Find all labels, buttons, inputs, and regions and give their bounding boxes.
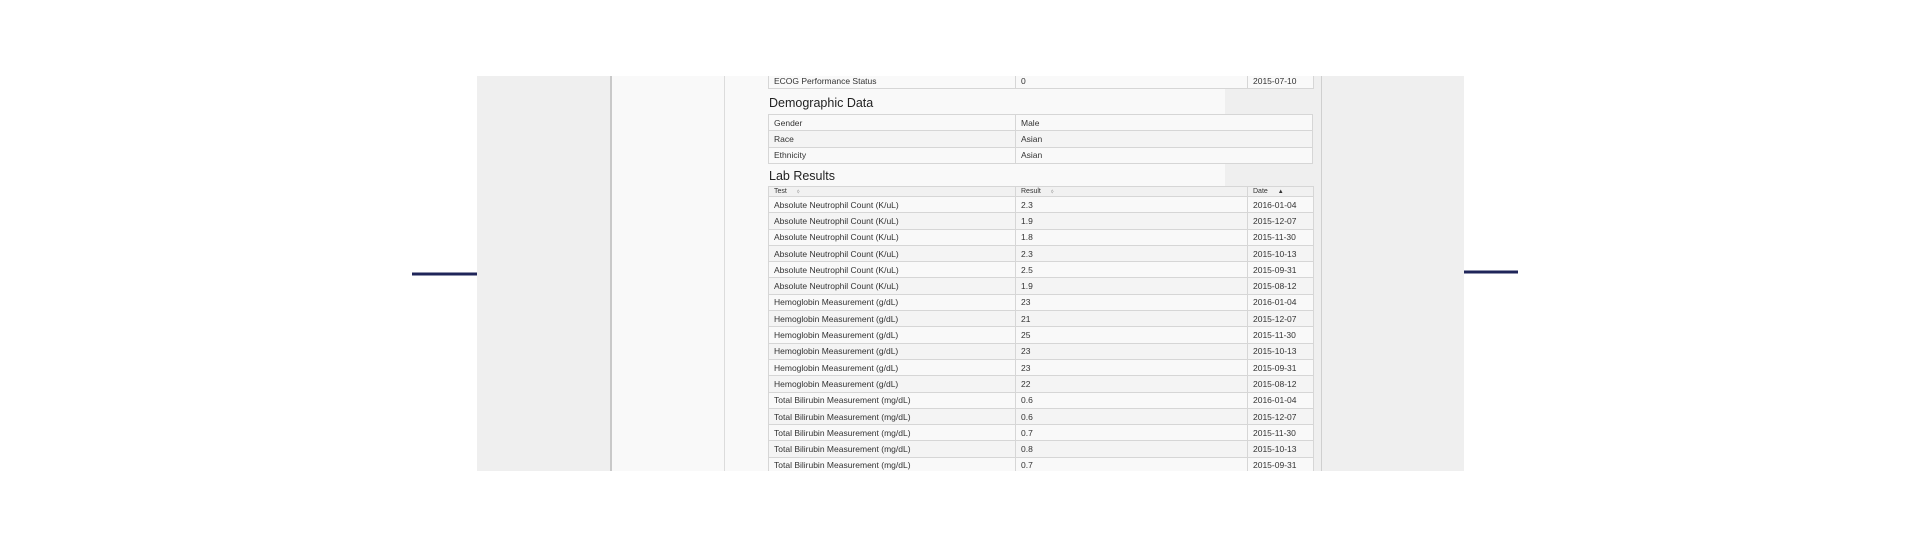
performance-date: 2015-07-10: [1248, 76, 1314, 89]
performance-value: 0: [1016, 76, 1248, 89]
lab-test-cell: Total Bilirubin Measurement (mg/dL): [769, 425, 1016, 441]
lab-results-body: [769, 197, 1314, 472]
right-panel: [1321, 76, 1464, 471]
lab-result-cell: 0.8: [1016, 441, 1248, 457]
lab-result-cell: 0.7: [1016, 457, 1248, 471]
column-header-label: Result: [1021, 187, 1041, 195]
sort-ascending-icon: ▲: [1277, 189, 1284, 195]
lab-result-cell: 25: [1016, 327, 1248, 343]
demographics-table: [768, 114, 1313, 164]
lab-result-cell: 1.9: [1016, 278, 1248, 294]
lab-date-cell: 2015-08-12: [1248, 376, 1314, 392]
demographic-label: Race: [769, 131, 1016, 147]
lab-date-cell: 2015-12-07: [1248, 213, 1314, 229]
lab-date-cell: 2015-09-31: [1248, 262, 1314, 278]
column-header-label: Test: [774, 187, 787, 195]
lab-test-cell: Absolute Neutrophil Count (K/uL): [769, 262, 1016, 278]
lab-test-cell: Hemoglobin Measurement (g/dL): [769, 294, 1016, 310]
app-screen: [477, 76, 1464, 471]
lab-date-cell: 2015-12-07: [1248, 408, 1314, 424]
lab-result-cell: 2.3: [1016, 197, 1248, 213]
left-panel: [477, 76, 612, 471]
lab-results-table: [768, 186, 1314, 471]
demographic-value: Male: [1016, 115, 1313, 131]
table-row: [769, 343, 1314, 359]
table-row: [769, 441, 1314, 457]
table-row: [769, 425, 1314, 441]
table-row: [769, 311, 1314, 327]
lab-test-cell: Absolute Neutrophil Count (K/uL): [769, 278, 1016, 294]
lab-date-cell: 2015-12-07: [1248, 311, 1314, 327]
table-row: [769, 262, 1314, 278]
lab-result-cell: 22: [1016, 376, 1248, 392]
lab-date-cell: 2015-11-30: [1248, 425, 1314, 441]
lab-date-cell: 2015-11-30: [1248, 229, 1314, 245]
lab-test-cell: Absolute Neutrophil Count (K/uL): [769, 229, 1016, 245]
table-row: [769, 392, 1314, 408]
lab-test-cell: Total Bilirubin Measurement (mg/dL): [769, 457, 1016, 471]
table-row: [769, 197, 1314, 213]
lab-test-cell: Absolute Neutrophil Count (K/uL): [769, 245, 1016, 261]
demographic-value: Asian: [1016, 147, 1313, 163]
demographic-label: Gender: [769, 115, 1016, 131]
lab-test-cell: Hemoglobin Measurement (g/dL): [769, 311, 1016, 327]
lab-result-cell: 0.6: [1016, 392, 1248, 408]
lab-date-cell: 2015-09-31: [1248, 457, 1314, 471]
lab-result-cell: 1.9: [1016, 213, 1248, 229]
lab-date-cell: 2015-10-13: [1248, 245, 1314, 261]
lab-test-cell: Total Bilirubin Measurement (mg/dL): [769, 441, 1016, 457]
table-row: [769, 457, 1314, 471]
table-row: [769, 376, 1314, 392]
table-row: [769, 131, 1313, 147]
lab-result-cell: 23: [1016, 343, 1248, 359]
lab-date-cell: 2016-01-04: [1248, 197, 1314, 213]
lab-date-cell: 2016-01-04: [1248, 392, 1314, 408]
lab-result-cell: 23: [1016, 294, 1248, 310]
lab-date-cell: 2015-10-13: [1248, 441, 1314, 457]
table-row: [769, 245, 1314, 261]
lab-date-cell: 2015-10-13: [1248, 343, 1314, 359]
table-row: [769, 359, 1314, 375]
column-header-date[interactable]: [1248, 187, 1314, 197]
lab-date-cell: 2016-01-04: [1248, 294, 1314, 310]
table-row: [769, 327, 1314, 343]
lab-test-cell: Total Bilirubin Measurement (mg/dL): [769, 392, 1016, 408]
lab-test-cell: Absolute Neutrophil Count (K/uL): [769, 197, 1016, 213]
lab-test-cell: Hemoglobin Measurement (g/dL): [769, 343, 1016, 359]
table-row: [769, 213, 1314, 229]
lab-test-cell: Total Bilirubin Measurement (mg/dL): [769, 408, 1016, 424]
table-row: [769, 229, 1314, 245]
lab-test-cell: Hemoglobin Measurement (g/dL): [769, 359, 1016, 375]
lab-test-cell: Absolute Neutrophil Count (K/uL): [769, 213, 1016, 229]
table-row: [769, 278, 1314, 294]
lab-result-cell: 0.7: [1016, 425, 1248, 441]
table-row: [769, 76, 1314, 89]
lab-test-cell: Hemoglobin Measurement (g/dL): [769, 327, 1016, 343]
table-header-row: [769, 187, 1314, 197]
lab-result-cell: 2.3: [1016, 245, 1248, 261]
demographic-value: Asian: [1016, 131, 1313, 147]
sort-icon: ⬨: [1050, 188, 1054, 195]
lab-result-cell: 1.8: [1016, 229, 1248, 245]
lab-date-cell: 2015-09-31: [1248, 359, 1314, 375]
sort-icon: ⬨: [796, 188, 800, 195]
table-row: [769, 115, 1313, 131]
lab-result-cell: 23: [1016, 359, 1248, 375]
demographics-title: Demographic Data: [769, 96, 874, 110]
table-row: [769, 408, 1314, 424]
performance-table: [768, 76, 1314, 89]
column-header-test[interactable]: [769, 187, 1016, 197]
lab-result-cell: 21: [1016, 311, 1248, 327]
lab-date-cell: 2015-11-30: [1248, 327, 1314, 343]
lab-date-cell: 2015-08-12: [1248, 278, 1314, 294]
lab-test-cell: Hemoglobin Measurement (g/dL): [769, 376, 1016, 392]
demographic-label: Ethnicity: [769, 147, 1016, 163]
column-header-label: Date: [1253, 188, 1268, 195]
performance-label: ECOG Performance Status: [769, 76, 1016, 89]
lab-results-title: Lab Results: [769, 169, 836, 183]
lab-result-cell: 0.6: [1016, 408, 1248, 424]
lab-result-cell: 2.5: [1016, 262, 1248, 278]
table-row: [769, 147, 1313, 163]
column-header-result[interactable]: [1016, 187, 1248, 197]
table-row: [769, 294, 1314, 310]
